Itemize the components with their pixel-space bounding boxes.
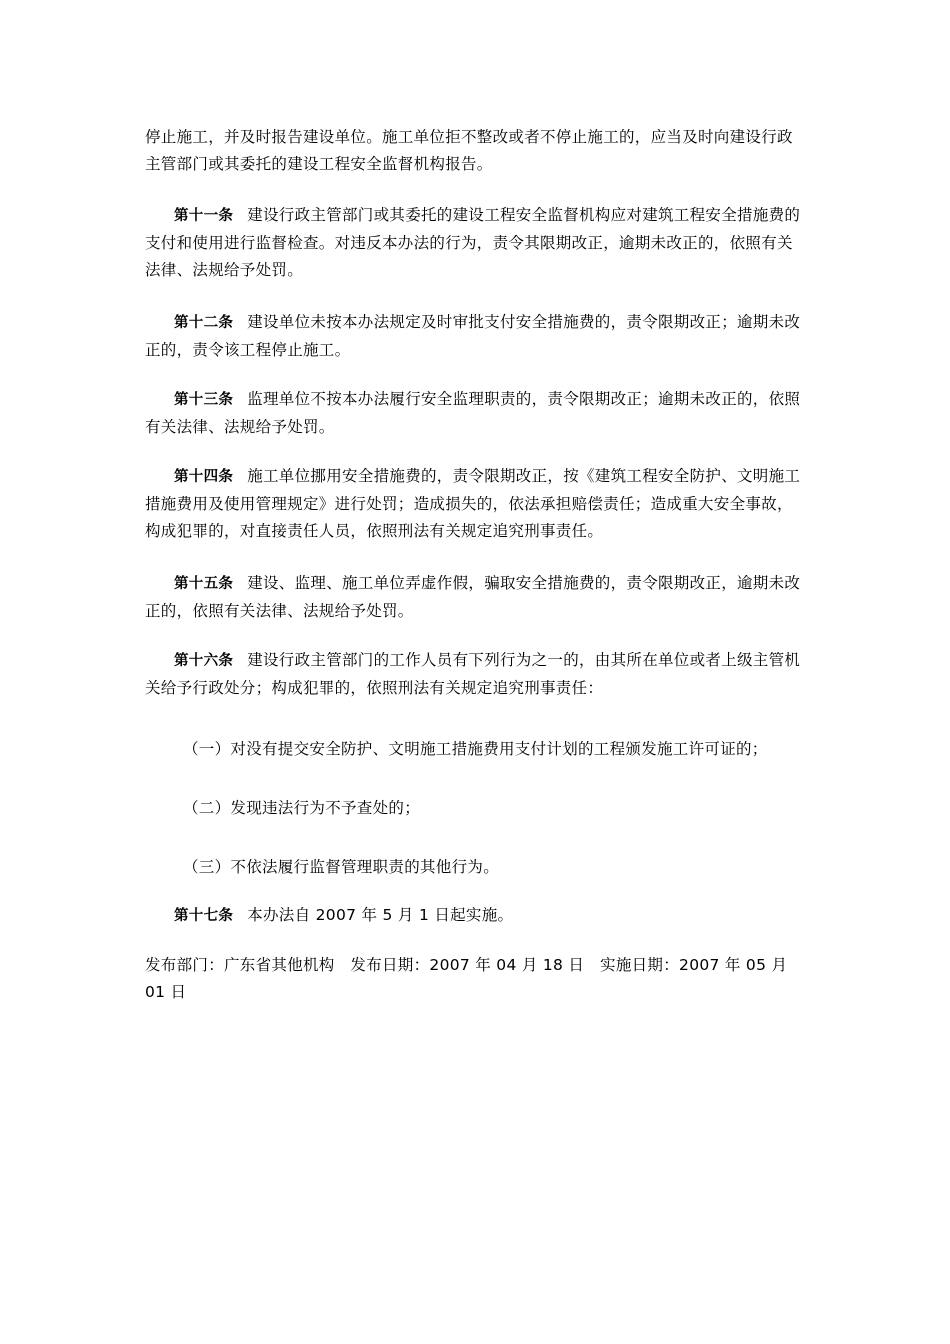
- article-label: 第十一条: [174, 208, 234, 224]
- article-text: 监理单位不按本办法履行安全监理职责的，责令限期改正；逾期未改正的，依照有关法律、法规给予处罚。: [145, 390, 801, 436]
- article-label: 第十二条: [174, 315, 234, 331]
- footer-text: 发布部门：广东省其他机构 发布日期：2007 年 04 月 18 日 实施日期：2007 年 05 月 01 日: [145, 956, 788, 1001]
- article-15: [145, 570, 805, 625]
- article-label: 第十三条: [174, 392, 234, 408]
- list-item-2: （二）发现违法行为不予查处的；: [183, 799, 421, 817]
- article-text: 建设单位未按本办法规定及时审批支付安全措施费的，责令限期改正；逾期未改正的，责令该工程停止施工。: [145, 313, 801, 359]
- article-13: [145, 386, 805, 441]
- list-item-3: （三）不依法履行监督管理职责的其他行为。: [183, 858, 500, 876]
- article-text: 建设、监理、施工单位弄虚作假，骗取安全措施费的，责令限期改正，逾期未改正的，依照有关法律、法规给予处罚。: [145, 574, 801, 620]
- paragraph-continued: [145, 124, 805, 178]
- article-label: 第十七条: [174, 908, 234, 924]
- article-16: [145, 647, 805, 702]
- list-item-1: （一）对没有提交安全防护、文明施工措施费用支付计划的工程颁发施工许可证的；: [183, 740, 768, 758]
- article-text: 建设行政主管部门的工作人员有下列行为之一的，由其所在单位或者上级主管机关给予行政处分；构成犯罪的，依照刑法有关规定追究刑事责任：: [145, 651, 801, 697]
- article-label: 第十四条: [174, 469, 234, 485]
- article-12: [145, 309, 805, 364]
- article-text: 建设行政主管部门或其委托的建设工程安全监督机构应对建筑工程安全措施费的支付和使用进行监督检查。对违反本办法的行为，责令其限期改正，逾期未改正的，依照有关法律、法规给予处罚。: [145, 206, 801, 279]
- article-text: 施工单位挪用安全措施费的，责令限期改正，按《建筑工程安全防护、文明施工措施费用及使用管理规定》进行处罚；造成损失的，依法承担赔偿责任；造成重大安全事故，构成犯罪的，对直接责任人员，依照刑法有关规定追究刑事责任。: [145, 467, 801, 540]
- article-17: [145, 902, 805, 930]
- article-11: [145, 202, 805, 284]
- article-text: 本办法自 2007 年 5 月 1 日起实施。: [247, 906, 514, 924]
- article-14: [145, 463, 805, 545]
- paragraph-text: 停止施工，并及时报告建设单位。施工单位拒不整改或者不停止施工的，应当及时向建设行政主管部门或其委托的建设工程安全监督机构报告。: [145, 128, 793, 173]
- article-label: 第十六条: [174, 653, 234, 669]
- article-label: 第十五条: [174, 576, 234, 592]
- publication-footer: [145, 952, 800, 1006]
